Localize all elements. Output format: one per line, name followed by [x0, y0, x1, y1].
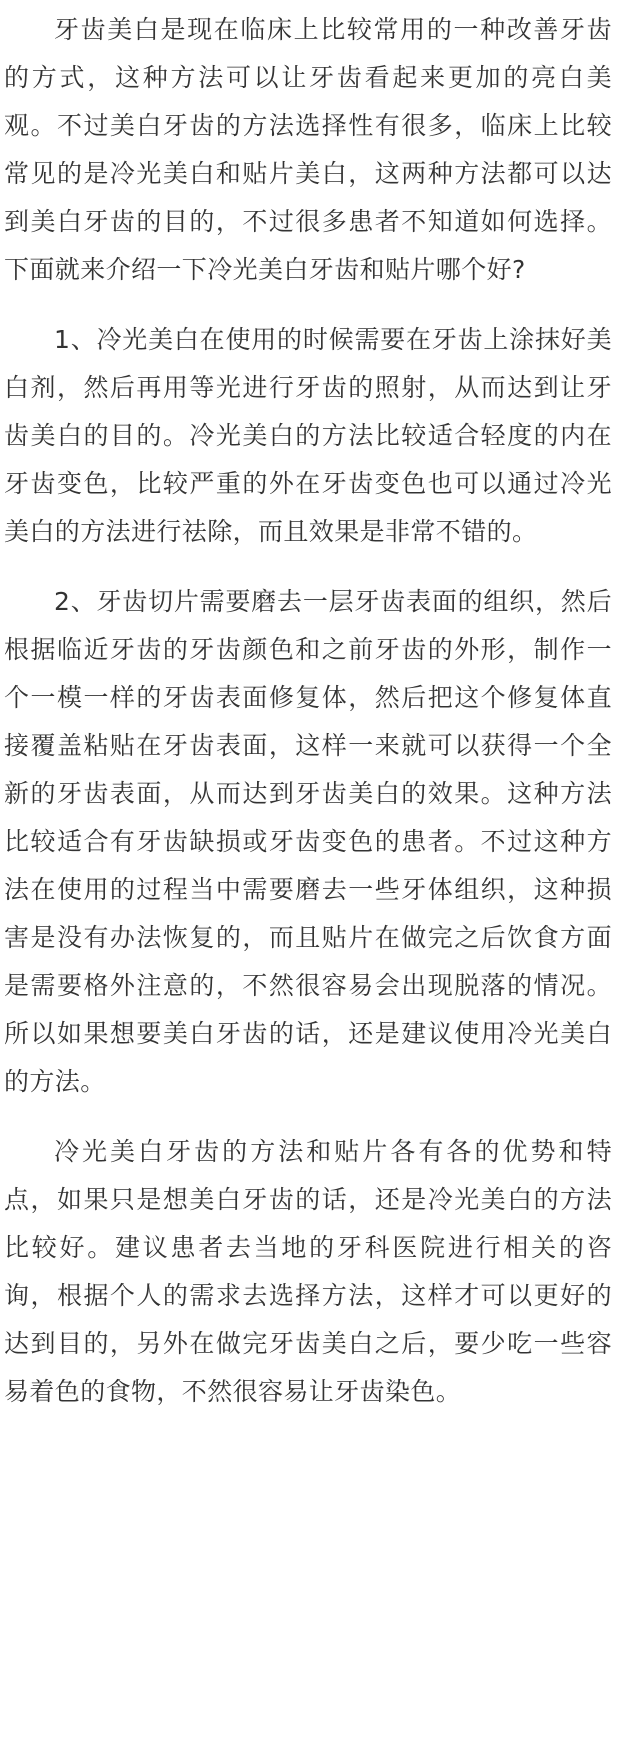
intro-paragraph: 牙齿美白是现在临床上比较常用的一种改善牙齿的方式，这种方法可以让牙齿看起来更加的亮白美观。不过美白牙齿的方法选择性有很多，临床上比较常见的是冷光美白和贴片美白，这两种方法都可以达到美白牙齿的目的，不过很多患者不知道如何选择。下面就来介绍一下冷光美白牙齿和贴片哪个好? [4, 15, 612, 284]
veneer-paragraph: 2、牙齿切片需要磨去一层牙齿表面的组织，然后根据临近牙齿的牙齿颜色和之前牙齿的外形，制作一个一模一样的牙齿表面修复体，然后把这个修复体直接覆盖粘贴在牙齿表面，这样一来就可以获得一个全新的牙齿表面，从而达到牙齿美白的效果。这种方法比较适合有牙齿缺损或牙齿变色的患者。不过这种方法在使用的过程当中需要磨去一些牙体组织，这种损害是没有办法恢复的，而且贴片在做完之后饮食方面是需要格外注意的，不然很容易会出现脱落的情况。所以如果想要美白牙齿的话，还是建议使用冷光美白的方法。 [4, 587, 612, 1096]
cold-light-whitening-paragraph: 1、冷光美白在使用的时候需要在牙齿上涂抹好美白剂，然后再用等光进行牙齿的照射，从而达到让牙齿美白的目的。冷光美白的方法比较适合轻度的内在牙齿变色，比较严重的外在牙齿变色也可以通过冷光美白的方法进行祛除，而且效果是非常不错的。 [4, 325, 612, 546]
conclusion-paragraph: 冷光美白牙齿的方法和贴片各有各的优势和特点，如果只是想美白牙齿的话，还是冷光美白的方法比较好。建议患者去当地的牙科医院进行相关的咨询，根据个人的需求去选择方法，这样才可以更好的达到目的，另外在做完牙齿美白之后，要少吃一些容易着色的食物，不然很容易让牙齿染色。 [4, 1137, 612, 1406]
